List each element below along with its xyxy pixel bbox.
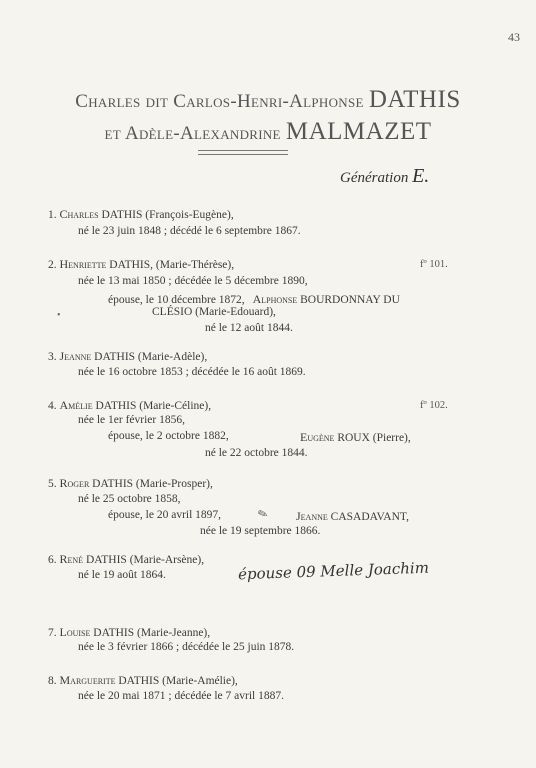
entry-6-line-1: né le 19 août 1864. <box>78 569 166 581</box>
entry-5-spouse-firstname: Jeanne <box>296 509 328 523</box>
entry-4-num: 4. <box>48 400 57 412</box>
entry-2-line-2 <box>108 292 400 307</box>
page-number: 43 <box>508 30 520 44</box>
entry-4-surname: DATHIS (Marie-Céline), <box>95 400 212 412</box>
entry-6-handwritten-note: épouse 09 Melle Joachim <box>237 558 430 584</box>
entry-5-line-3: née le 19 septembre 1866. <box>200 525 321 537</box>
entry-2-line-3: CLÉSIO (Marie-Edouard), <box>152 306 276 318</box>
title-line-1-prefix: Charles dit Carlos-Henri-Alphonse <box>75 91 364 112</box>
entry-2-spouse-firstname: Alphonse <box>252 292 298 306</box>
entry-5-line-1: né le 25 octobre 1858, <box>78 493 181 505</box>
entry-3-num: 3. <box>48 351 57 363</box>
entry-5-header <box>48 476 213 491</box>
title-double-rule-top <box>198 150 288 151</box>
entry-6-header <box>48 552 204 567</box>
generation-letter: E. <box>412 165 430 187</box>
entry-4-spouse-surname: ROUX (Pierre), <box>337 432 411 444</box>
entry-2-header <box>48 257 234 272</box>
entry-5-firstname: Roger <box>59 476 90 490</box>
entry-2-firstname: Henriette <box>59 257 107 271</box>
generation-label <box>340 165 429 188</box>
entry-4-line-2: épouse, le 2 octobre 1882, <box>108 430 229 442</box>
entry-7-surname: DATHIS (Marie-Jeanne), <box>93 627 211 639</box>
entry-7-line-1: née le 3 février 1866 ; décédée le 25 juin 1878. <box>78 641 295 653</box>
entry-6-num: 6. <box>48 554 57 566</box>
entry-2-surname: DATHIS, (Marie-Thérèse), <box>109 259 235 271</box>
entry-2-line-4: né le 12 août 1844. <box>205 322 293 334</box>
entry-5-line-2: épouse, le 20 avril 1897, <box>108 509 222 521</box>
entry-4-spouse-firstname: Eugène <box>300 430 335 444</box>
entry-5-handwritten-mark: ✎ <box>255 505 270 523</box>
entry-1-firstname: Charles <box>59 207 99 221</box>
entry-2-spouse-surname: BOURDONNAY DU <box>300 294 400 306</box>
title-line-2-prefix: et Adèle-Alexandrine <box>104 123 281 144</box>
entry-4-firstname: Amélie <box>59 398 93 412</box>
title-double-rule-bottom <box>198 154 288 155</box>
entry-2-num: 2. <box>48 259 57 271</box>
generation-label-text: Génération <box>340 170 409 186</box>
title-line-2 <box>0 118 536 146</box>
entry-2-folio: fº 101. <box>420 259 448 270</box>
entry-5-num: 5. <box>48 478 57 490</box>
title-line-1 <box>0 86 536 114</box>
entry-4-spouse <box>300 430 411 445</box>
entry-1-header <box>48 207 234 222</box>
entry-3-firstname: Jeanne <box>59 349 92 363</box>
entry-8-num: 8. <box>48 675 57 687</box>
stray-mark: • <box>57 310 61 321</box>
entry-8-firstname: Marguerite <box>59 673 116 687</box>
entry-2-line-1: née le 13 mai 1850 ; décédée le 5 décembre 1890, <box>78 275 308 287</box>
entry-1-line-1: né le 23 juin 1848 ; décédé le 6 septembre 1867. <box>78 225 301 237</box>
entry-5-surname: DATHIS (Marie-Prosper), <box>92 478 213 490</box>
entry-5-spouse <box>296 509 409 524</box>
entry-3-line-1: née le 16 octobre 1853 ; décédée le 16 août 1869. <box>78 366 306 378</box>
entry-8-surname: DATHIS (Marie-Amélie), <box>118 675 238 687</box>
entry-2-marriage: épouse, le 10 décembre 1872, <box>108 294 245 306</box>
entry-1-surname: DATHIS (François-Eugène), <box>101 209 234 221</box>
entry-6-firstname: René <box>59 552 84 566</box>
entry-7-firstname: Louise <box>59 625 91 639</box>
entry-4-line-1: née le 1er février 1856, <box>78 414 185 426</box>
entry-8-line-1: née le 20 mai 1871 ; décédée le 7 avril 1887. <box>78 690 284 702</box>
title-line-2-surname: MALMAZET <box>285 118 432 145</box>
entry-7-num: 7. <box>48 627 57 639</box>
entry-3-surname: DATHIS (Marie-Adèle), <box>94 351 208 363</box>
title-line-1-surname: DATHIS <box>368 86 461 113</box>
entry-4-line-3: né le 22 octobre 1844. <box>205 447 308 459</box>
entry-4-header <box>48 398 211 413</box>
entry-6-surname: DATHIS (Marie-Arsène), <box>85 554 205 566</box>
entry-1-num: 1. <box>48 209 57 221</box>
entry-3-header <box>48 349 207 364</box>
entry-8-header <box>48 673 238 688</box>
entry-7-header <box>48 625 210 640</box>
entry-5-spouse-surname: CASADAVANT, <box>330 511 409 523</box>
entry-4-folio: fº 102. <box>420 400 448 411</box>
